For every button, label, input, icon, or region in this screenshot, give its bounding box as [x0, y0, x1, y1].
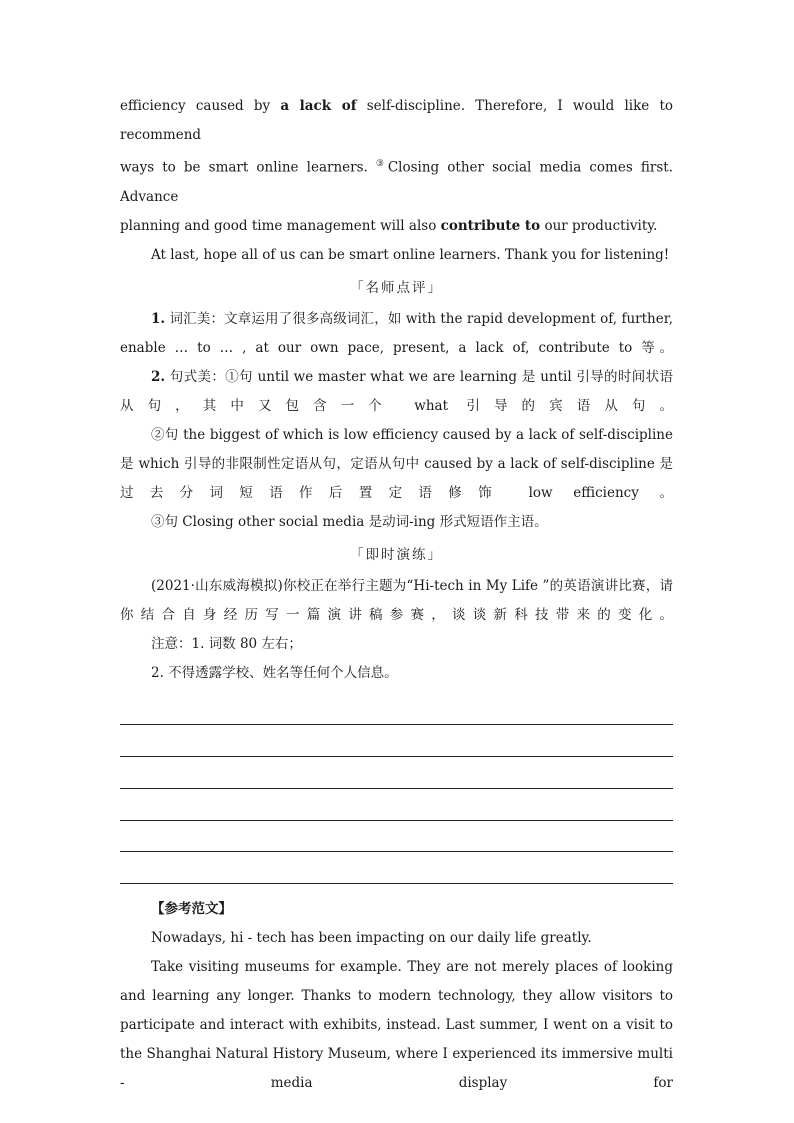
reference-paragraph-1: Nowadays, hi - tech has been impacting on our daily life greatly.	[151, 930, 592, 947]
writing-line[interactable]	[120, 694, 673, 726]
writing-line[interactable]	[120, 757, 673, 789]
reference-paragraph-2: Take visiting museums for example. They are not merely places of looking and learning any longer. Thanks to modern technology, they allow visitors to participate and interact with exhibits, instead. Last summer, I went on a visit to the Shanghai Natural History Museum, where I experienced its immersive multi - media display for	[120, 959, 673, 1092]
bold-phrase: contribute to	[440, 217, 541, 234]
bold-phrase: a lack of	[280, 98, 357, 114]
essay-line-1	[120, 92, 673, 150]
text-span: planning and good time management will also	[120, 217, 441, 234]
review-item-2-sentence-2: ②句 the biggest of which is low efficiency caused by a lack of self-discipline 是 which 引导的非限制性定语从句，定语从句中 caused by a lack of self-discipline 是过去分词短语作后置定语修饰 low efficiency 。	[120, 426, 673, 501]
text-span: self-discipline. Therefore, I would like to recommend	[120, 98, 673, 143]
essay-line-2	[120, 150, 673, 212]
item-number: 2.	[151, 368, 166, 385]
item-text: 句式美：①句 until we master what we are learning 是 until 引导的时间状语从句，其中又包含一个 what 引导的宾语从句。	[120, 368, 673, 414]
document-page	[120, 92, 673, 1098]
writing-line[interactable]	[120, 821, 673, 853]
item-number: 1.	[151, 310, 166, 327]
essay-line-3	[120, 212, 673, 241]
text-span: efficiency caused by	[120, 98, 281, 114]
text-span: ways to be smart online learners.	[120, 159, 376, 176]
writing-line[interactable]	[120, 725, 673, 757]
practice-note-2: 2. 不得透露学校、姓名等任何个人信息。	[151, 664, 398, 681]
review-item-2	[120, 363, 673, 421]
practice-section-title: 「即时演练」	[350, 546, 443, 563]
review-item-2-sentence-3: ③句 Closing other social media 是动词-ing 形式短语作主语。	[151, 513, 548, 530]
text-span: Closing other social media comes first. Advance	[120, 159, 673, 205]
circled-number-marker: ③	[375, 159, 388, 169]
writing-line[interactable]	[120, 852, 673, 884]
practice-prompt: (2021·山东威海模拟)你校正在举行主题为“Hi-tech in My Life ”的英语演讲比赛，请你结合自身经历写一篇演讲稿参赛，谈谈新科技带来的变化。	[120, 577, 673, 623]
reference-title: 【参考范文】	[151, 901, 232, 918]
essay-closing: At last, hope all of us can be smart online learners. Thank you for listening!	[151, 246, 670, 263]
item-text: 词汇美：文章运用了很多高级词汇，如 with the rapid development of, further, enable … to … , at our own pace, present, a lack of, contribute to 等。	[120, 310, 673, 356]
writing-line[interactable]	[120, 789, 673, 821]
review-section-title: 「名师点评」	[350, 279, 443, 296]
practice-note-1: 注意：1. 词数 80 左右；	[151, 635, 302, 652]
answer-writing-lines[interactable]	[120, 694, 673, 885]
text-span: our productivity.	[540, 217, 658, 234]
review-item-1	[120, 305, 673, 363]
